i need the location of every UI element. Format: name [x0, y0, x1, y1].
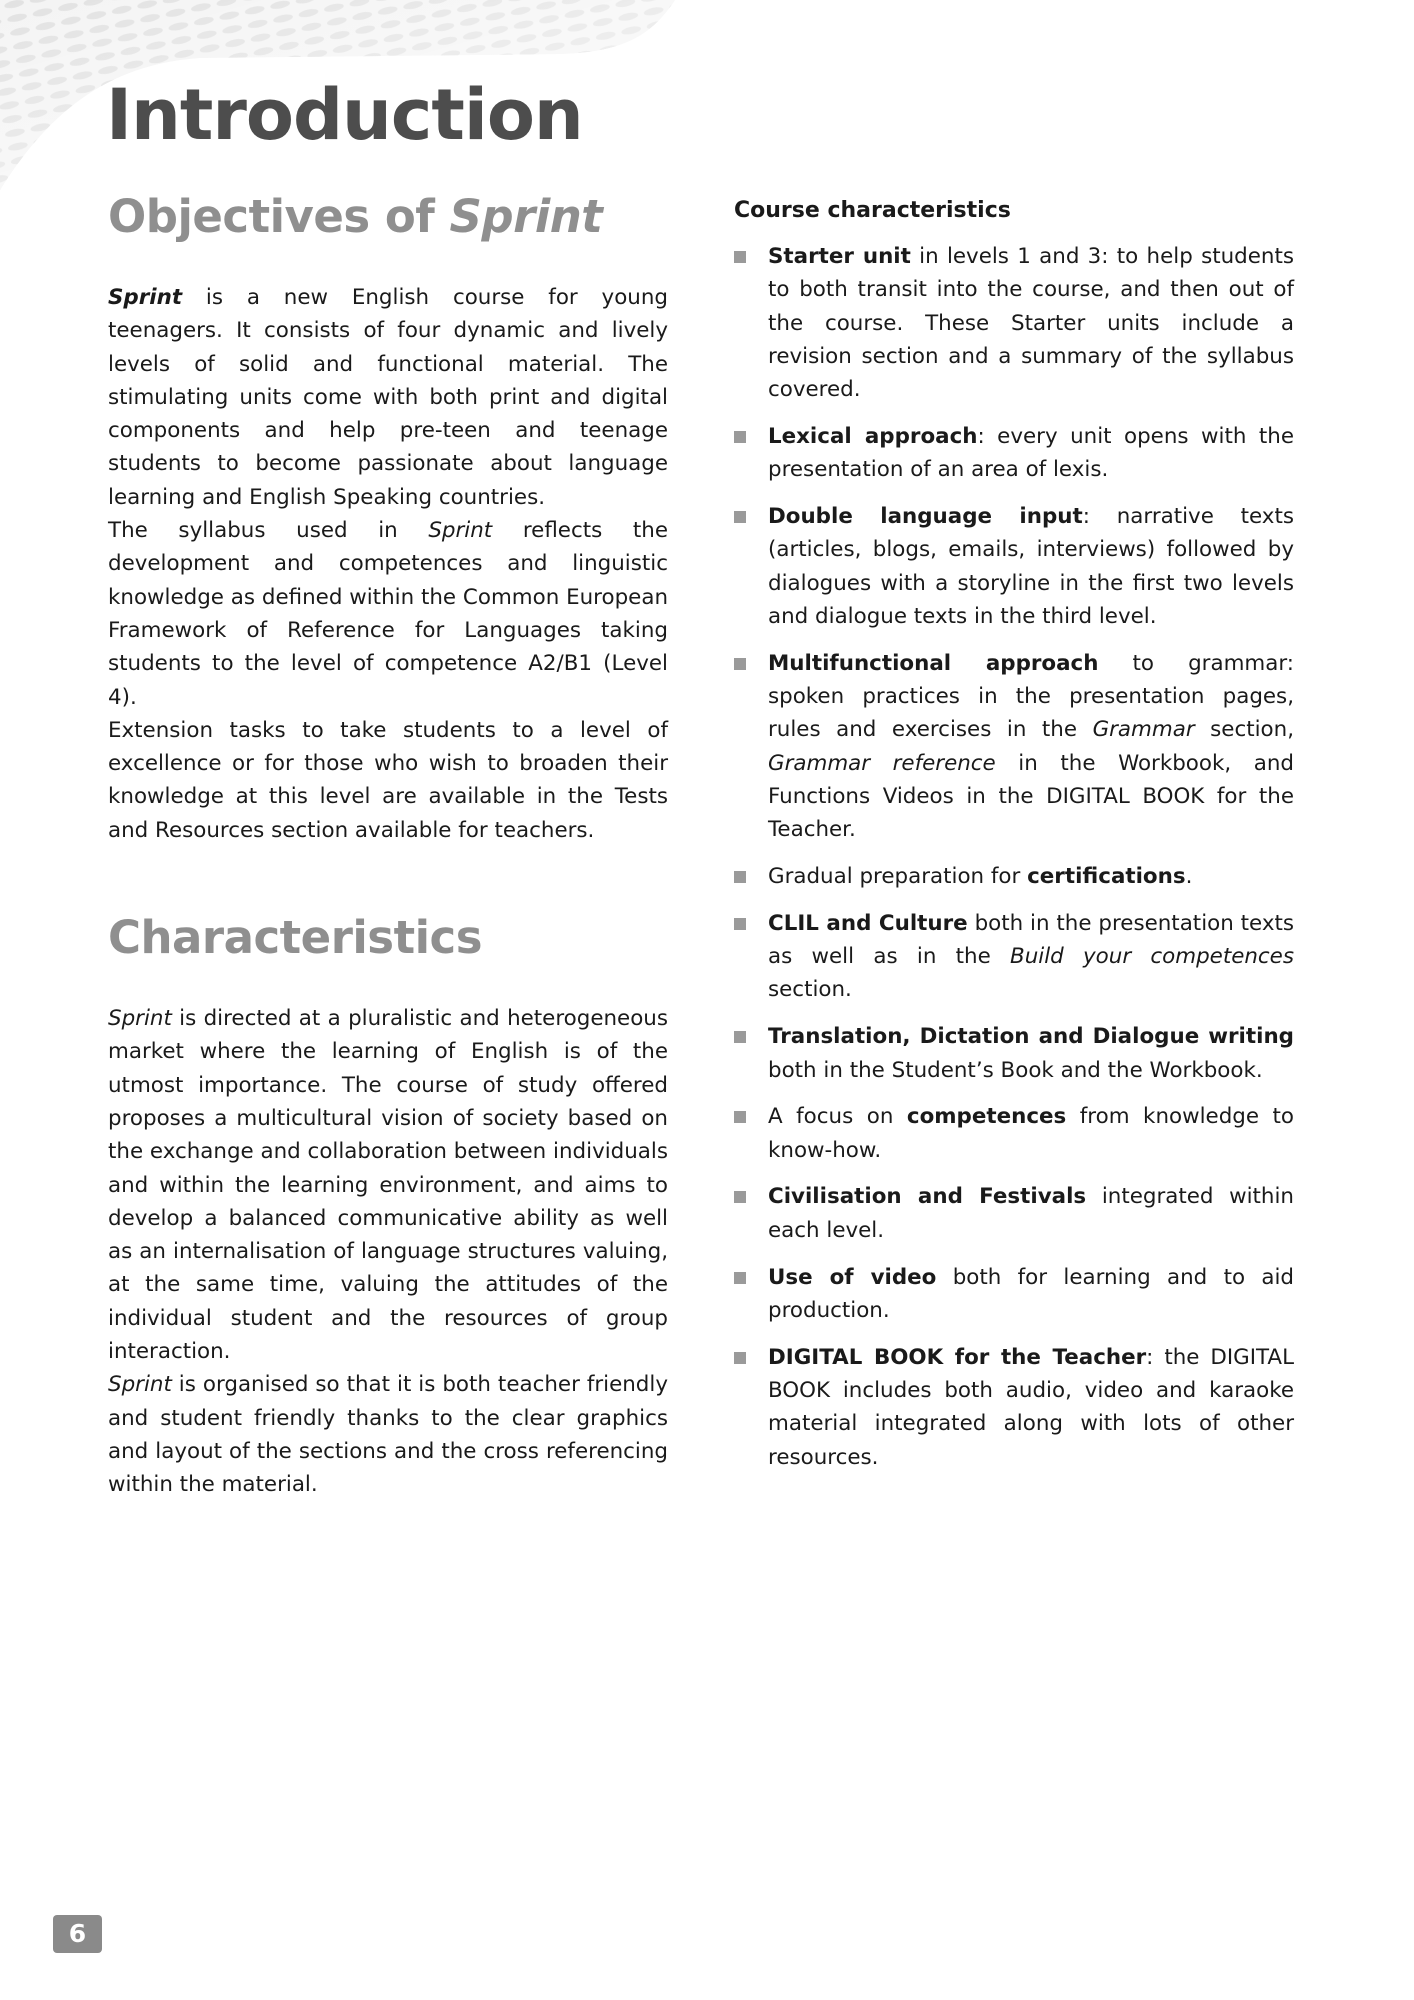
- square-bullet-icon: [734, 871, 746, 883]
- item-text: from knowledge to know-how.: [768, 1104, 1294, 1163]
- list-item: [734, 1020, 1294, 1087]
- list-item: [734, 500, 1294, 633]
- objectives-paragraph-3: Extension tasks to take students to a level of excellence or for those who wish to broaden their knowledge at this level are available in the Tests and Resources section available for teachers.: [108, 717, 668, 843]
- square-bullet-icon: [734, 1031, 746, 1043]
- item-bold: DIGITAL BOOK for the Teacher: [768, 1344, 1147, 1370]
- item-text: : the DIGITAL BOOK includes both audio, video and karaoke material integrated along with lots of other resources.: [768, 1344, 1294, 1470]
- course-characteristics-heading: Course characteristics: [734, 198, 1011, 223]
- item-bold: CLIL and Culture: [768, 910, 968, 936]
- item-text: in levels 1 and 3: to help students to both transit into the course, and then out of the course. These Starter units include a revision section and a summary of the syllabus covered.: [768, 244, 1295, 403]
- square-bullet-icon: [734, 658, 746, 670]
- item-text: both in the Student’s Book and the Workbook.: [768, 1057, 1263, 1083]
- objectives-heading-emph: Sprint: [449, 190, 603, 243]
- objectives-heading-prefix: Objectives of: [108, 190, 450, 243]
- item-italic: Grammar: [1092, 717, 1195, 743]
- square-bullet-icon: [734, 251, 746, 263]
- sprint-emph: Sprint: [108, 285, 183, 310]
- list-item: [734, 647, 1294, 847]
- square-bullet-icon: [734, 918, 746, 930]
- item-bold: competences: [906, 1104, 1067, 1130]
- item-text: : narrative texts (articles, blogs, emails, interviews) followed by dialogues with a storyline in the first two levels and dialogue texts in the third level.: [768, 504, 1294, 629]
- paragraph-text: is a new English course for young teenagers. It consists of four dynamic and lively levels of solid and functional material. The stimulating units come with both print and digital components and help pre-teen and teenage students to become passionate about language learning and English Speaking countries.: [108, 285, 668, 510]
- list-item: [734, 1341, 1294, 1474]
- item-text: .: [1185, 864, 1193, 890]
- paragraph-text: The syllabus used in: [108, 518, 429, 544]
- objectives-body: [108, 281, 668, 847]
- square-bullet-icon: [734, 1191, 746, 1203]
- list-item: [734, 1261, 1294, 1328]
- page-number: 6: [53, 1915, 102, 1953]
- paragraph-text: is organised so that it is both teacher friendly and student friendly thanks to the clear graphics and layout of the sections and the cross referencing within the material.: [108, 1372, 668, 1498]
- item-text: : every unit opens with the presentation of an area of lexis.: [768, 423, 1294, 483]
- item-bold: Use of video: [768, 1264, 937, 1290]
- item-text: both for learning and to aid production.: [768, 1264, 1295, 1323]
- item-text: in the Workbook, and Functions Videos in the DIGITAL BOOK for the Teacher.: [768, 750, 1294, 843]
- list-item: [734, 1180, 1294, 1247]
- item-bold: Starter unit: [768, 244, 911, 269]
- objectives-paragraph-2: [108, 514, 668, 714]
- square-bullet-icon: [734, 511, 746, 523]
- item-text: A focus on: [768, 1104, 907, 1130]
- item-bold: certifications: [1027, 864, 1186, 890]
- square-bullet-icon: [734, 1111, 746, 1123]
- square-bullet-icon: [734, 1272, 746, 1284]
- objectives-paragraph-1: [108, 281, 668, 514]
- characteristics-heading: Characteristics: [108, 911, 482, 965]
- list-item: [734, 907, 1294, 1007]
- item-bold: Multifunctional approach: [768, 650, 1099, 676]
- item-text: Gradual preparation for: [768, 864, 1028, 890]
- item-italic: Build your competences: [1010, 944, 1294, 970]
- sprint-emph: Sprint: [108, 1006, 172, 1032]
- item-italic: Grammar reference: [768, 750, 996, 776]
- characteristics-body: [108, 1002, 668, 1501]
- item-text: to grammar: spoken practices in the presentation pages, rules and exercises in the: [768, 650, 1294, 743]
- paragraph-text: is directed at a pluralistic and heterogeneous market where the learning of English is of the utmost importance. The course of study offered proposes a multicultural vision of society based on the exchange and collaboration between individuals and within the learning environment, and aims to develop a balanced communicative ability as well as an internalisation of language structures valuing, at the same time, valuing the attitudes of the individual student and the resources of group interaction.: [108, 1006, 668, 1365]
- paragraph-text: reflects the development and competences and linguistic knowledge as defined within the Common European Framework of Reference for Languages taking students to the level of competence A2/B1 (Level 4).: [108, 518, 668, 710]
- page-title: Introduction: [106, 74, 583, 156]
- list-item: [734, 1100, 1294, 1167]
- left-column: [108, 190, 668, 1502]
- list-item: [734, 860, 1294, 893]
- sprint-emph: Sprint: [108, 1372, 172, 1398]
- item-text: integrated within each level.: [768, 1184, 1294, 1243]
- characteristics-paragraph-2: [108, 1368, 668, 1501]
- list-item: [734, 420, 1294, 487]
- square-bullet-icon: [734, 431, 746, 443]
- item-bold: Civilisation and Festivals: [768, 1184, 1087, 1210]
- item-bold: Translation, Dictation and Dialogue writing: [768, 1024, 1294, 1050]
- item-bold: Double language input: [768, 504, 1083, 530]
- item-bold: Lexical approach: [768, 423, 978, 449]
- sprint-emph: Sprint: [428, 518, 493, 544]
- item-text: section.: [768, 977, 852, 1003]
- list-item: [734, 240, 1294, 406]
- item-text: section,: [1194, 717, 1295, 743]
- course-characteristics-list: [734, 240, 1294, 1474]
- objectives-heading: [108, 190, 668, 243]
- square-bullet-icon: [734, 1352, 746, 1364]
- characteristics-paragraph-1: [108, 1002, 668, 1368]
- item-text: both in the presentation texts as well as in the: [768, 910, 1295, 970]
- right-column: [734, 196, 1294, 1487]
